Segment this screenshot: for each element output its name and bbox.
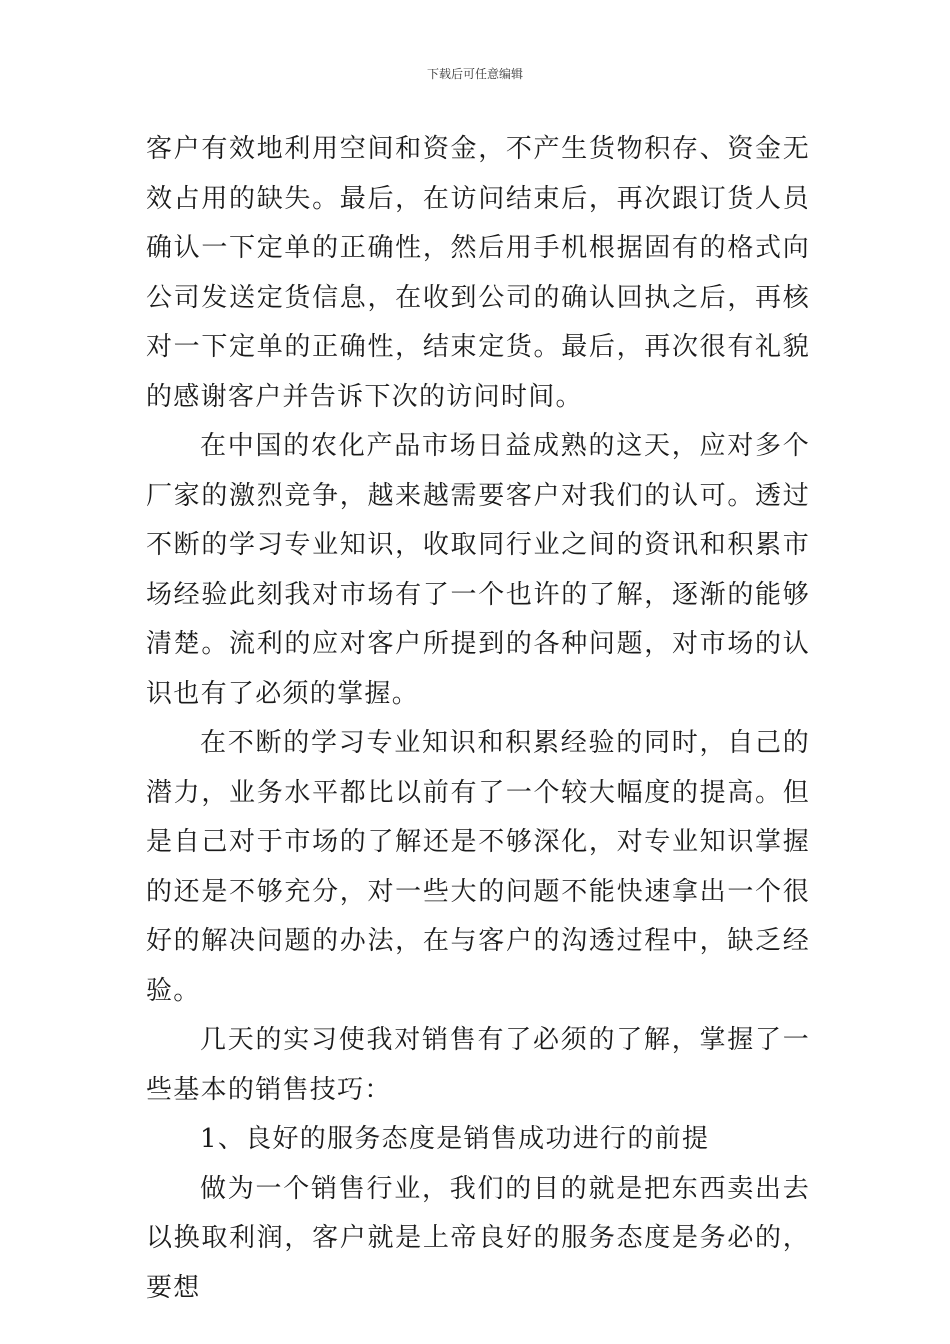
paragraph-1: 客户有效地利用空间和资金，不产生货物积存、资金无效占用的缺失。最后，在访问结束后，再次跟订货人员确认一下定单的正确性，然后用手机根据固有的格式向公司发送定货信息，在收到公司的确认回执之后，再核对一下定单的正确性，结束定货。最后，再次很有礼貌的感谢客户并告诉下次的访问时间。 xyxy=(146,134,810,412)
document-body xyxy=(146,125,810,1313)
page-header-note: 下载后可任意编辑 xyxy=(426,67,523,81)
paragraph-4: 几天的实习使我对销售有了必须的了解，掌握了一些基本的销售技巧： xyxy=(146,1025,810,1105)
paragraph-5: 做为一个销售行业，我们的目的就是把东西卖出去以换取利润，客户就是上帝良好的服务态度是务必的，要想 xyxy=(146,1173,810,1303)
paragraph-2: 在中国的农化产品市场日益成熟的这天，应对多个厂家的激烈竞争，越来越需要客户对我们的认可。透过不断的学习专业知识，收取同行业之间的资讯和积累市场经验此刻我对市场有了一个也许的了解，逐渐的能够清楚。流利的应对客户所提到的各种问题，对市场的认识也有了必须的掌握。 xyxy=(146,431,810,709)
list-heading-1: 1、良好的服务态度是销售成功进行的前提 xyxy=(200,1124,710,1154)
paragraph-3: 在不断的学习专业知识和积累经验的同时，自己的潜力，业务水平都比以前有了一个较大幅度的提高。但是自己对于市场的了解还是不够深化，对专业知识掌握的还是不够充分，对一些大的问题不能快速拿出一个很好的解决问题的办法，在与客户的沟透过程中，缺乏经验。 xyxy=(146,728,810,1006)
